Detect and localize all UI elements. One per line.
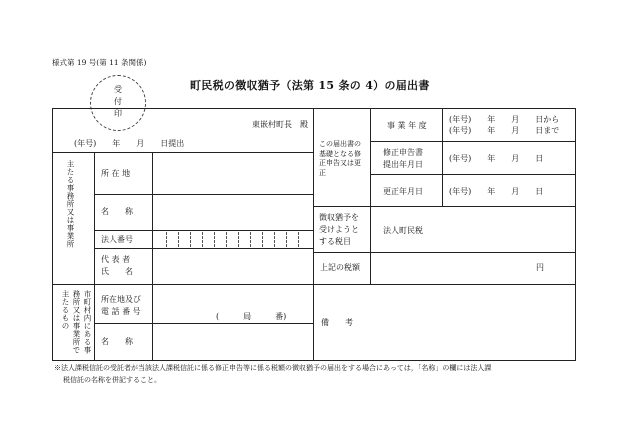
address-phone-label-2: 電 話 番 号 [101,307,141,316]
rep-label-1: 代 表 者 [101,255,131,264]
name-label-2: 名 称 [101,337,133,346]
form-number: 様式第 19 号(第 11 条関係) [52,58,147,67]
fiscal-year-label: 事 業 年 度 [387,121,427,130]
tax-item-label-1: 徴収猶予を [319,213,359,222]
footnote-line-2: 税信託の名称を併記すること。 [63,376,161,384]
corp-number-label: 法人番号 [101,235,133,244]
footnote-line-1: ※法人課税信託の受託者が当該法人課税信託に係る修正申告等に係る税額の徴収猶予の届出をする場合にあっては，「名称」の欄には法人課 [54,364,492,372]
amount-unit: 円 [536,263,544,272]
representative-field[interactable] [154,250,312,283]
form-title: 町民税の徴収猶予（法第 15 条の 4）の届出書 [190,79,430,92]
receipt-stamp-circle [90,75,146,131]
tax-item-label-3: する税目 [319,237,351,246]
amount-label: 上記の税額 [320,263,360,272]
address-phone-label-1: 所在地及び [101,295,141,304]
submission-date[interactable]: (年号) 年 月 日提出 [74,139,185,148]
amendment-label-1: 修正申告書 [383,148,423,157]
section-main-office-label: 主たる事務所又は事業所 [66,160,75,248]
stamp-char-2: 付 [114,97,122,106]
amount-field[interactable] [372,254,532,282]
rep-label-2: 氏 名 [101,267,133,276]
tax-item-value[interactable]: 法人町民税 [383,226,423,235]
location-field[interactable] [154,154,312,193]
stamp-char-3: 印 [114,109,122,118]
tax-item-label-2: 受けようと [319,225,359,234]
fiscal-year-from[interactable]: (年号) 年 月 日から [449,115,560,124]
section-local-office-label: 市町村内にある事務所又は事業所で主たるもの [61,290,92,354]
local-office-name-field[interactable] [154,325,312,359]
location-label: 所 在 地 [101,169,131,178]
addressee: 東嵌村町長 殿 [252,120,308,129]
basis-label: この届出書の基礎となる修正申告又は更正 [319,140,361,177]
amendment-date[interactable]: (年号) 年 月 日 [449,154,544,163]
remarks-field[interactable] [372,286,572,358]
amendment-label-2: 提出年月日 [383,160,423,169]
remarks-label: 備 考 [321,318,353,327]
correction-date[interactable]: (年号) 年 月 日 [449,187,544,196]
stamp-char-1: 受 [114,85,122,94]
correction-label: 更正年月日 [383,187,423,196]
phone-placeholder[interactable]: ( 局 番) [216,312,287,321]
name-field[interactable] [154,196,312,229]
name-label: 名 称 [101,207,133,216]
fiscal-year-to[interactable]: (年号) 年 月 日まで [449,126,560,135]
